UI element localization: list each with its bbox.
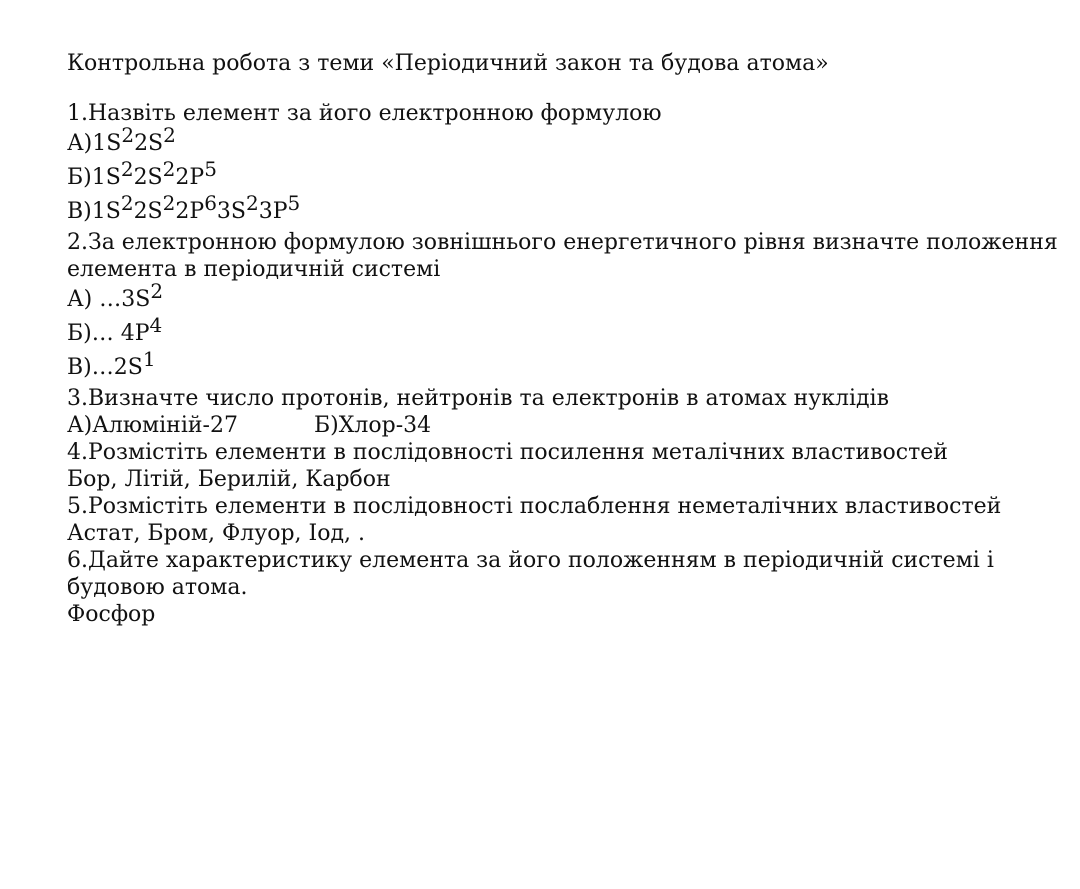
q4-elements: Бор, Літій, Берилій, Карбон [67, 467, 391, 492]
q2-option-a [67, 279, 1067, 317]
term-exponent: 5 [287, 191, 301, 215]
term: 3P [258, 199, 288, 224]
term: 2S [134, 131, 164, 156]
term: 3S [216, 199, 246, 224]
option-label: А) …3S [67, 287, 151, 312]
option-label: А) [67, 131, 93, 156]
q1-option-c [67, 191, 1067, 229]
term: 2S [133, 199, 163, 224]
q1-option-b [67, 157, 1067, 195]
question-6-text: 6.Дайте характеристику елемента за його положенням в періодичній системі і будовою атома. [67, 548, 994, 600]
term: 1S [91, 199, 121, 224]
option-label: В)…2S [67, 355, 143, 380]
document-body [67, 50, 1067, 628]
q3-options [67, 412, 1067, 439]
question-1-text: 1.Назвіть елемент за його електронною формулою [67, 101, 662, 126]
term-exponent: 6 [204, 191, 217, 215]
term: 1S [91, 165, 121, 190]
page-title: Контрольна робота з теми «Періодичний закон та будова атома» [67, 51, 829, 76]
term-exponent: 2 [162, 157, 176, 181]
term-exponent: 2 [162, 191, 176, 215]
question-4-text: 4.Розмістіть елементи в послідовності посилення металічних властивостей [67, 440, 948, 465]
question-5-text: 5.Розмістіть елементи в послідовності послаблення неметалічних властивостей [67, 494, 1002, 519]
q6-element: Фосфор [67, 602, 156, 627]
term: 2P [175, 199, 205, 224]
term-exponent: 2 [150, 279, 164, 303]
term-exponent: 2 [246, 191, 259, 215]
q5-elements: Астат, Бром, Флуор, Іод, . [67, 521, 365, 546]
term: 2P [175, 165, 205, 190]
term-exponent: 2 [120, 191, 134, 215]
option-label: В) [67, 199, 92, 224]
term-exponent: 2 [120, 157, 134, 181]
term-exponent: 2 [121, 123, 135, 147]
term: 2S [133, 165, 163, 190]
term-exponent: 2 [163, 123, 176, 147]
q3-option-b: Б)Хлор-34 [313, 413, 432, 438]
term-exponent: 1 [142, 347, 156, 371]
term-exponent: 4 [149, 313, 163, 337]
term: 1S [92, 131, 122, 156]
question-2-text: 2.За електронною формулою зовнішнього енергетичного рівня визначте положення елемента в періодичній системі [67, 230, 1058, 282]
question-3-text: 3.Визначте число протонів, нейтронів та електронів в атомах нуклідів [67, 386, 889, 411]
option-label: Б)… 4P [67, 321, 150, 346]
option-label: Б) [67, 165, 92, 190]
term-exponent: 5 [204, 157, 217, 181]
q1-option-a [67, 123, 1067, 161]
q2-option-b [67, 313, 1067, 351]
q2-option-c [67, 347, 1067, 385]
q3-option-a: А)Алюміній-27 [67, 413, 238, 438]
